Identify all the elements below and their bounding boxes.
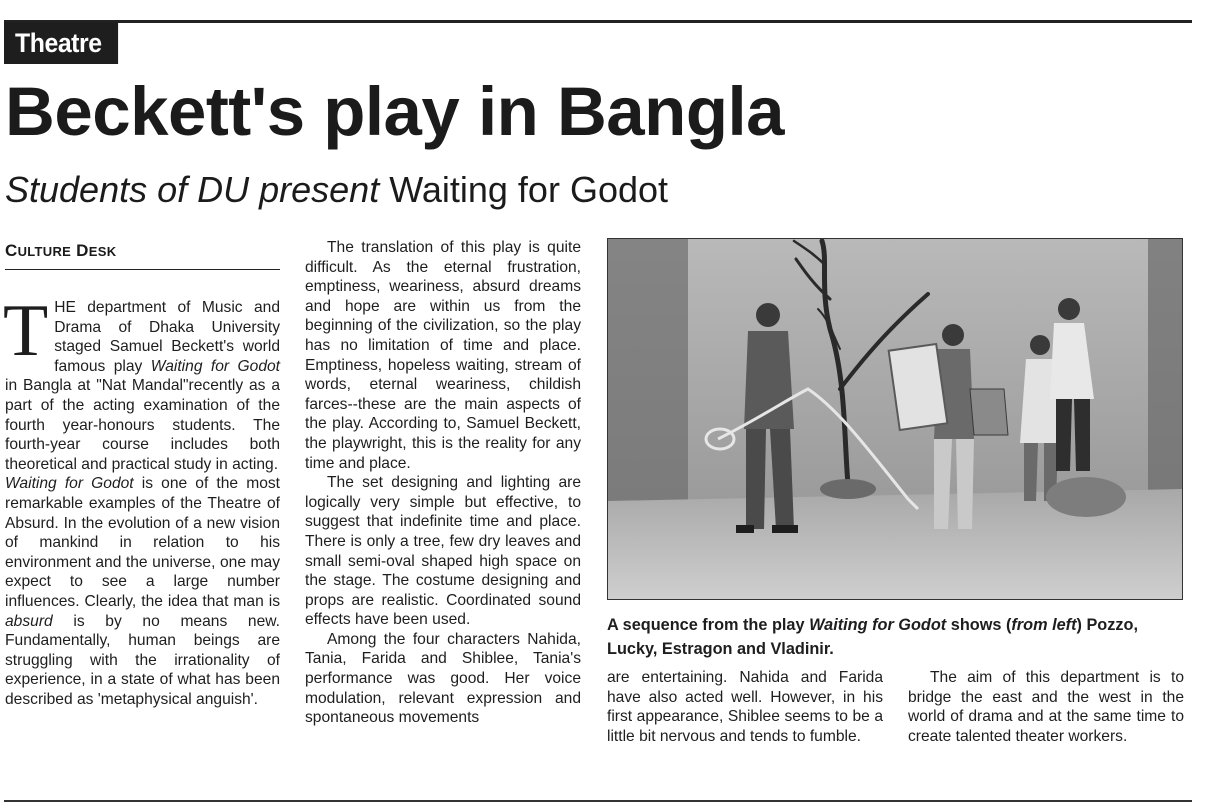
paragraph-intro [3,290,280,474]
mound [1046,477,1126,517]
subhead-title: Waiting for Godot [389,169,669,210]
absurd-text-b: is by no means new. Fundamentally, human beings are struggling with the irrationality of experience, in a state of what has been described as 'metaphysical anguish'. [5,612,280,708]
headline: Beckett's play in Bangla [5,73,785,150]
caption-text-a: A sequence from the play [607,616,810,634]
subhead [5,166,668,214]
absurd-text-a: is one of the most remarkable examples of the Theatre of Absurd. In the evolution of a new vision of mankind in relation to his environment and the universe, one may expect to see a large number influences. Clearly, the idea that man is [5,475,280,610]
absurd-word: absurd [5,612,53,630]
photo-caption [607,613,1187,661]
absurd-play-title: Waiting for Godot [5,475,134,493]
byline [5,240,280,270]
article-column-4 [908,668,1184,746]
paragraph-performances: are entertaining. Nahida and Farida have also acted well. However, in his first appearance, Shiblee seems to be a little bit nervous and tends to fumble. [607,669,883,745]
bottom-rule [4,800,1192,802]
suitcase-prop [889,344,948,430]
paragraph-characters: Among the four characters Nahida, Tania, Farida and Shiblee, Tania's performance was good. Her voice modulation, relevant expression and spontaneous movements [305,630,581,727]
article-column-3 [607,668,883,746]
stage-photo-illustration [608,239,1183,600]
basket-prop [970,389,1008,435]
subhead-italic: Students of DU present [5,169,380,210]
intro-text-b: in Bangla at "Nat Mandal"recently as a part of the acting examination of the fourth year-honours students. The fourth-year course includes both theoretical and practical study in acting. [5,377,280,473]
paragraph-translation: The translation of this play is quite difficult. As the eternal frustration, emptiness, weariness, absurd dreams and hope are within us from the beginning of the civilization, so the play has no limitation of time and place. Emptiness, hopeless waiting, stream of words, eternal weariness, childish farces--these are the main aspects of the play. According to, Samuel Beckett, the playwright, this is the reality for any time and place. [305,239,581,472]
caption-text-c: ) Pozzo, Lucky, Estragon and Vladinir. [607,616,1138,658]
paragraph-aim: The aim of this department is to bridge the east and the west in the world of drama and at the same time to create talented theater workers. [908,669,1184,745]
article-column-2 [305,238,581,728]
byline-initial-2: D [76,241,89,260]
top-rule [4,20,1192,23]
section-label: Theatre [4,22,118,64]
paragraph-set-design: The set designing and lighting are logically very simple but effective, to suggest that indefinite time and place. There is only a tree, few dry leaves and small semi-oval shaped high space on the stage. The costume designing and props are realistic. Coordinated sound effects have been used. [305,474,581,629]
paragraph-absurd [5,474,280,709]
drop-cap: T [3,290,49,372]
article-column-1 [3,290,280,709]
caption-play-title: Waiting for Godot [809,616,947,634]
intro-play-title: Waiting for Godot [150,357,280,375]
stage-photo [607,238,1183,600]
byline-rest-2: ESK [88,244,117,259]
caption-text-b: shows ( [946,616,1012,634]
byline-rest-1: ULTURE [17,244,72,259]
byline-initial-1: C [5,241,18,260]
intro-text-a: HE department of Music and Drama of Dhaka University staged Samuel Beckett's world famous play [54,299,280,375]
caption-from-left: from left [1011,616,1077,634]
